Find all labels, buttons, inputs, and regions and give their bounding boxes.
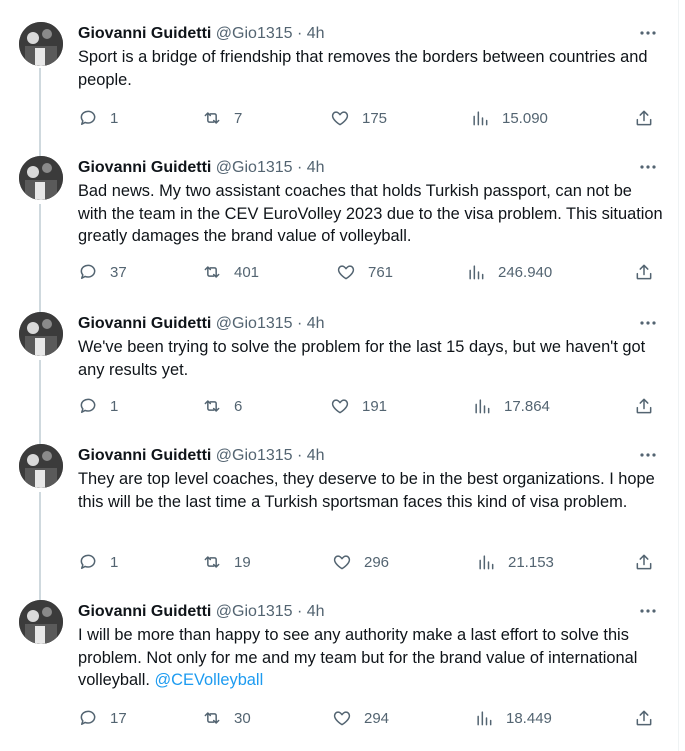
like-count: 191	[362, 397, 388, 415]
tweet-body: I will be more than happy to see any authority make a last effort to solve this problem. Not only for me and my team but for the brand value of international volleyball.	[78, 626, 638, 689]
timestamp[interactable]: 4h	[306, 25, 325, 42]
views-count: 15.090	[502, 109, 548, 127]
reply-icon	[78, 262, 98, 282]
reply-button[interactable]	[78, 394, 118, 418]
thread-line	[39, 68, 41, 156]
tweet-actions	[78, 260, 658, 284]
avatar[interactable]	[19, 22, 63, 66]
thread-line	[39, 360, 41, 444]
reply-icon	[78, 396, 98, 416]
share-icon	[634, 108, 654, 128]
tweet-body: They are top level coaches, they deserve to be in the best organizations. I hope this will be the last time a Turkish sportsman faces this kind of visa problem.	[78, 470, 655, 511]
views-button[interactable]	[472, 394, 550, 418]
share-icon	[634, 708, 654, 728]
retweet-button[interactable]	[202, 106, 242, 130]
timestamp[interactable]: 4h	[306, 315, 325, 332]
avatar[interactable]	[19, 156, 63, 200]
author-handle[interactable]: @Gio1315	[215, 603, 293, 620]
timestamp[interactable]: 4h	[306, 159, 325, 176]
share-icon	[634, 396, 654, 416]
views-button[interactable]	[466, 260, 552, 284]
views-count: 246.940	[498, 263, 553, 281]
share-button[interactable]	[634, 394, 654, 418]
reply-button[interactable]	[78, 106, 118, 130]
reply-button[interactable]	[78, 706, 127, 730]
reply-icon	[78, 708, 98, 728]
share-button[interactable]	[634, 106, 654, 130]
timestamp[interactable]: 4h	[306, 603, 325, 620]
separator: ·	[296, 25, 303, 42]
views-button[interactable]	[474, 706, 552, 730]
share-button[interactable]	[634, 550, 654, 574]
like-button[interactable]	[332, 706, 389, 730]
retweet-button[interactable]	[202, 260, 259, 284]
views-icon	[472, 396, 492, 416]
author-name[interactable]: Giovanni Guidetti	[78, 447, 212, 464]
reply-count: 17	[110, 709, 127, 727]
avatar[interactable]	[19, 312, 63, 356]
tweet-header	[78, 602, 325, 622]
retweet-count: 30	[234, 709, 251, 727]
like-count: 294	[364, 709, 390, 727]
views-icon	[466, 262, 486, 282]
views-count: 21.153	[508, 553, 554, 571]
views-icon	[476, 552, 496, 572]
views-icon	[470, 108, 490, 128]
separator: ·	[296, 447, 303, 464]
author-name[interactable]: Giovanni Guidetti	[78, 159, 212, 176]
more-icon[interactable]	[638, 316, 658, 330]
retweet-icon	[202, 552, 222, 572]
tweet-actions	[78, 706, 658, 730]
reply-button[interactable]	[78, 260, 127, 284]
tweet-header	[78, 314, 325, 334]
tweet-body: Bad news. My two assistant coaches that holds Turkish passport, can not be with the team in the CEV EuroVolley 2023 due to the visa problem. This situation greatly damages the brand value of volleyball.	[78, 182, 663, 245]
retweet-count: 6	[234, 397, 243, 415]
author-handle[interactable]: @Gio1315	[215, 315, 293, 332]
views-count: 17.864	[504, 397, 550, 415]
share-icon	[634, 552, 654, 572]
more-icon[interactable]	[638, 160, 658, 174]
share-icon	[634, 262, 654, 282]
tweet-actions	[78, 550, 658, 574]
reply-count: 1	[110, 109, 119, 127]
tweet-body: We've been trying to solve the problem for the last 15 days, but we haven't got any results yet.	[78, 338, 646, 379]
avatar[interactable]	[19, 600, 63, 644]
like-button[interactable]	[330, 394, 387, 418]
like-count: 296	[364, 553, 390, 571]
tweet-header	[78, 158, 325, 178]
tweet-text	[78, 180, 663, 248]
more-icon[interactable]	[638, 604, 658, 618]
retweet-count: 7	[234, 109, 243, 127]
timestamp[interactable]: 4h	[306, 447, 325, 464]
reply-count: 1	[110, 553, 119, 571]
tweet-header	[78, 446, 325, 466]
separator: ·	[296, 603, 303, 620]
share-button[interactable]	[634, 260, 654, 284]
retweet-count: 401	[234, 263, 260, 281]
separator: ·	[296, 159, 303, 176]
separator: ·	[296, 315, 303, 332]
more-icon[interactable]	[638, 26, 658, 40]
like-button[interactable]	[332, 550, 389, 574]
author-name[interactable]: Giovanni Guidetti	[78, 603, 212, 620]
author-handle[interactable]: @Gio1315	[215, 447, 293, 464]
avatar[interactable]	[19, 444, 63, 488]
heart-icon	[332, 708, 352, 728]
retweet-icon	[202, 708, 222, 728]
tweet-text	[78, 46, 663, 91]
reply-count: 1	[110, 397, 119, 415]
author-name[interactable]: Giovanni Guidetti	[78, 315, 212, 332]
like-button[interactable]	[330, 106, 387, 130]
heart-icon	[336, 262, 356, 282]
views-button[interactable]	[470, 106, 548, 130]
views-button[interactable]	[476, 550, 554, 574]
tweet-text	[78, 624, 663, 692]
tweet-text	[78, 468, 663, 513]
heart-icon	[330, 108, 350, 128]
thread-line	[39, 492, 41, 600]
tweet-actions	[78, 394, 658, 418]
views-icon	[474, 708, 494, 728]
share-button[interactable]	[634, 706, 654, 730]
tweet-header	[78, 24, 325, 44]
retweet-button[interactable]	[202, 394, 242, 418]
like-button[interactable]	[336, 260, 393, 284]
more-icon[interactable]	[638, 448, 658, 462]
reply-icon	[78, 108, 98, 128]
tweet-text	[78, 336, 663, 381]
reply-icon	[78, 552, 98, 572]
tweet-actions	[78, 106, 658, 130]
retweet-button[interactable]	[202, 706, 251, 730]
heart-icon	[330, 396, 350, 416]
retweet-count: 19	[234, 553, 251, 571]
author-handle[interactable]: @Gio1315	[215, 159, 293, 176]
reply-count: 37	[110, 263, 127, 281]
retweet-icon	[202, 396, 222, 416]
thread-line	[39, 204, 41, 312]
views-count: 18.449	[506, 709, 552, 727]
retweet-icon	[202, 108, 222, 128]
like-count: 175	[362, 109, 388, 127]
heart-icon	[332, 552, 352, 572]
retweet-icon	[202, 262, 222, 282]
author-name[interactable]: Giovanni Guidetti	[78, 25, 212, 42]
author-handle[interactable]: @Gio1315	[215, 25, 293, 42]
like-count: 761	[368, 263, 394, 281]
tweet-body: Sport is a bridge of friendship that removes the borders between countries and people.	[78, 48, 648, 89]
reply-button[interactable]	[78, 550, 118, 574]
mention-link[interactable]: @CEVolleyball	[154, 671, 264, 689]
retweet-button[interactable]	[202, 550, 251, 574]
